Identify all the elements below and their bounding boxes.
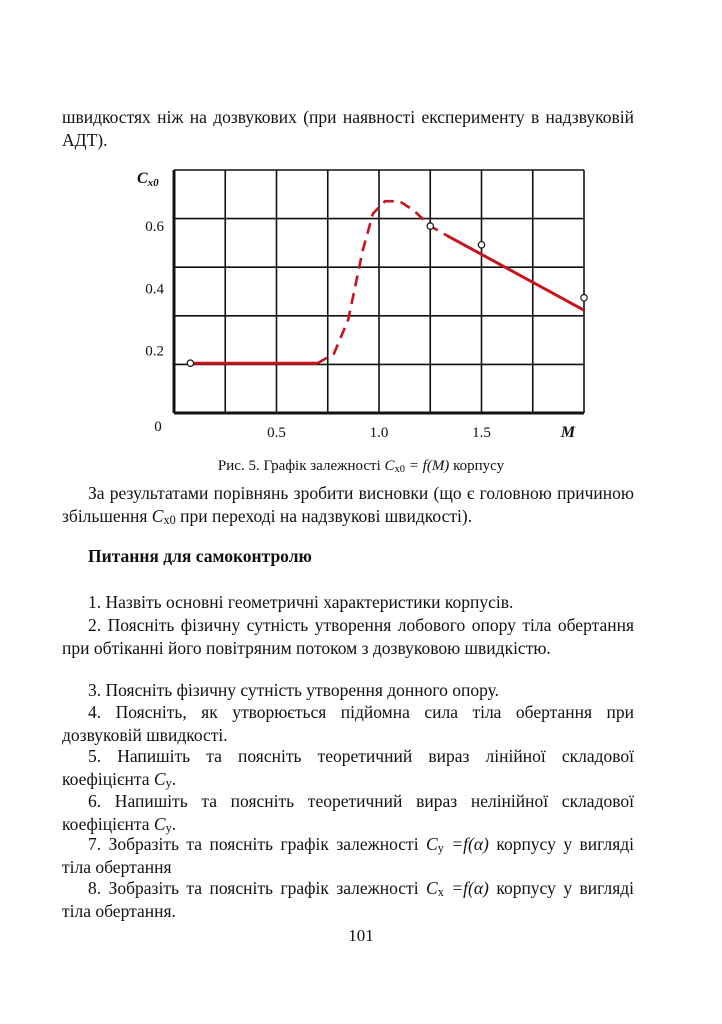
y-tick-label: 0.2 <box>145 343 164 360</box>
caption-var-sub: x0 <box>394 464 406 475</box>
y-axis-title: Cx0 <box>137 170 159 189</box>
question-1: 1. Назвіть основні геометричні характеристики корпусів. <box>88 592 514 612</box>
q7-formula: =f(α) <box>443 834 489 854</box>
q6-var: C <box>153 814 166 834</box>
chart-ticks <box>137 170 576 441</box>
y-tick-label: 0.4 <box>145 281 164 298</box>
conclusion-after: при переході на надзвукові швидкості). <box>175 506 473 526</box>
question-3: 3. Поясніть фізичну сутність утворення донного опору. <box>88 680 500 700</box>
figure-caption <box>0 458 722 475</box>
y-tick-label: 0.6 <box>145 219 164 236</box>
q7-after: корпусу у вигляді тіла обертання <box>62 834 635 877</box>
question-8 <box>62 877 634 923</box>
origin-label: 0 <box>154 419 162 435</box>
x-axis-title: M <box>560 424 576 441</box>
q7-sub: y <box>437 841 444 855</box>
x-tick-label: 1.5 <box>472 425 491 441</box>
data-point-marker <box>581 295 587 301</box>
question-2: 2. Поясніть фізичну сутність утворення лобового опору тіла обертання при обтіканні його повітряним потоком з дозвуковою швидкістю. <box>62 615 634 658</box>
q8-var: C <box>426 878 438 898</box>
y-axis-title-sub: x0 <box>147 177 159 189</box>
cx0-chart <box>0 0 722 460</box>
question-7 <box>62 833 634 879</box>
x-tick-label: 1.0 <box>369 425 389 441</box>
question-4: 4. Поясніть, як утворюється підйомна сила тіла обертання при дозвуковій швидкості. <box>62 702 634 745</box>
q5-var: C <box>153 769 166 789</box>
q8-after: корпусу у вигляді тіла обертання. <box>62 878 635 921</box>
q7-var: C <box>426 834 438 854</box>
caption-var: C <box>384 458 395 474</box>
conclusion-var-sub: x0 <box>163 513 176 527</box>
series-supersonic <box>447 235 584 310</box>
q7-text: 7. Зобразіть та поясніть графік залежності <box>88 834 427 854</box>
x-tick-label: 0.5 <box>267 425 286 441</box>
chart-markers <box>187 223 587 366</box>
question-5: 5. Напишіть та поясніть теоретичний вираз лінійної складової коефіцієнта $C_y$. <box>62 746 634 790</box>
q6-text: 6. Напишіть та поясніть теоретичний вираз нелінійної складової коефіцієнта <box>62 791 634 834</box>
section-title: Питання для самоконтролю <box>88 546 312 566</box>
conclusion-var: C <box>151 506 164 526</box>
conclusion-paragraph <box>62 482 634 528</box>
data-point-marker <box>478 242 484 248</box>
question-6: 6. Напишіть та поясніть теоретичний вираз нелінійної складової коефіцієнта $C_y$. <box>62 791 634 835</box>
q6-sub: y <box>165 821 172 835</box>
caption-suffix: корпусу <box>449 458 505 474</box>
data-point-marker <box>427 223 433 229</box>
page-number: 101 <box>348 926 374 945</box>
q8-formula: =f(α) <box>443 878 489 898</box>
q8-text: 8. Зобразіть та поясніть графік залежності <box>88 878 427 898</box>
intro-paragraph: швидкостях ніж на дозвукових (при наявності експерименту в надзвуковій АДТ). <box>62 107 634 150</box>
q5-text: 5. Напишіть та поясніть теоретичний вираз лінійної складової коефіцієнта <box>62 746 634 789</box>
q8-sub: x <box>437 885 444 899</box>
q5-sub: y <box>165 776 172 790</box>
caption-prefix: Рис. 5. Графік залежності <box>217 458 385 474</box>
data-point-marker <box>187 360 193 366</box>
chart-grid <box>174 170 584 413</box>
caption-formula: = f(M) <box>405 458 450 474</box>
conclusion-before: За результатами порівнянь зробити висновки (що є головною причиною збільшення <box>62 483 634 526</box>
chart-curves <box>190 201 584 363</box>
